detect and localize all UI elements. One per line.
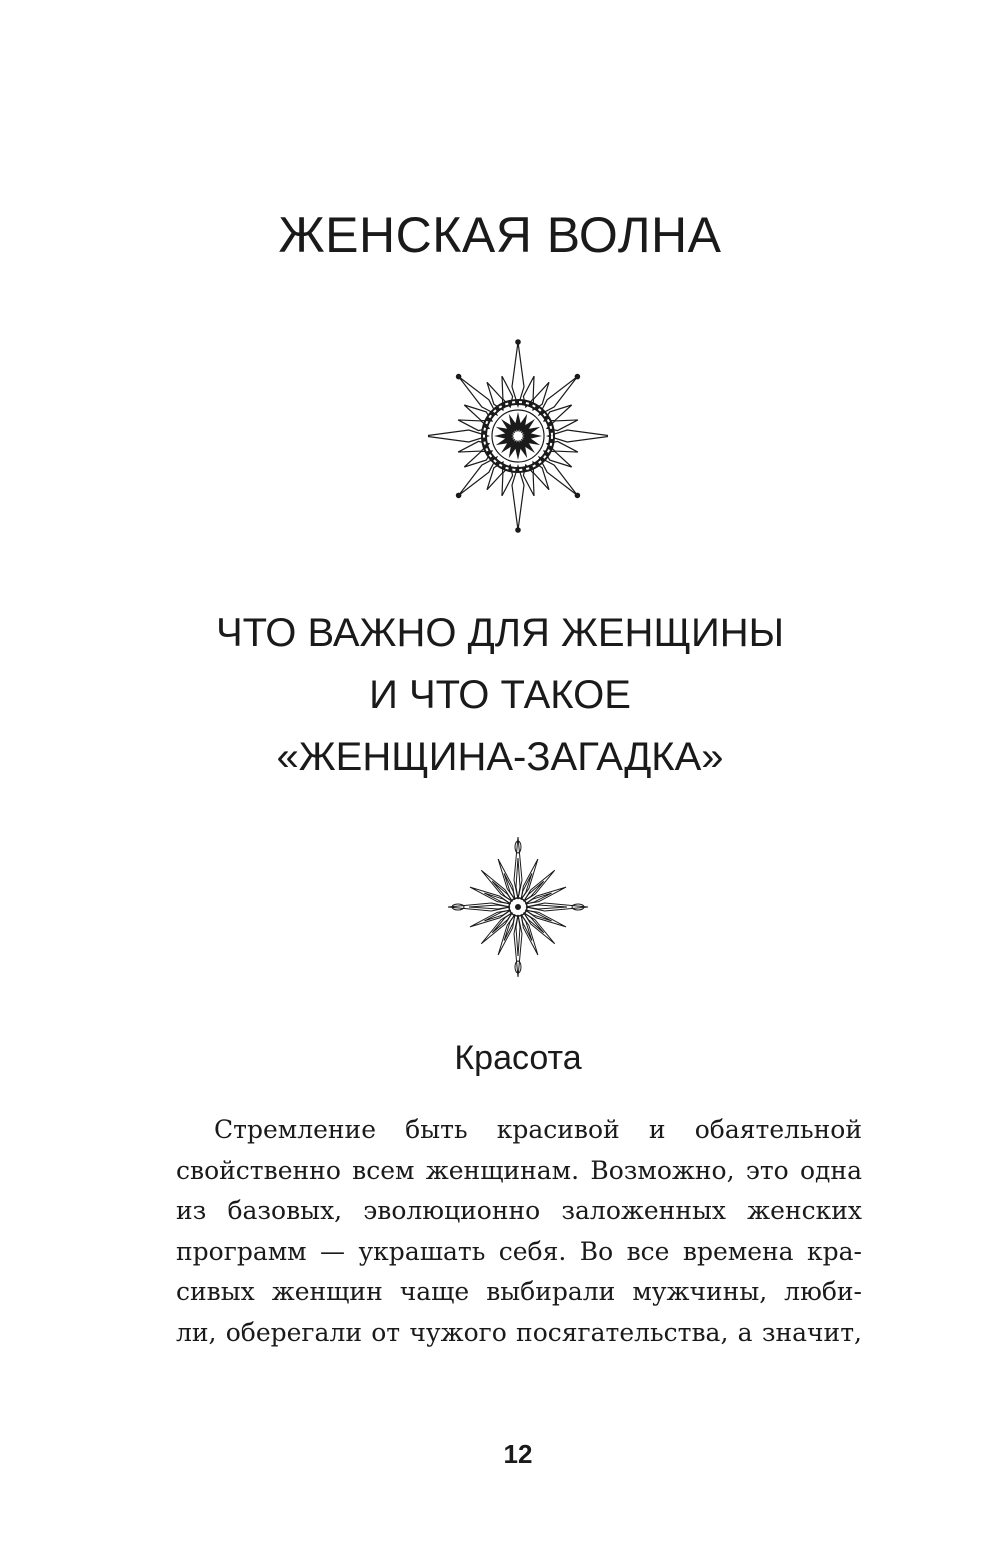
chapter-title-line: И ЧТО ТАКОЕ (369, 673, 631, 717)
star-mandala-ornament-icon (428, 338, 608, 534)
paragraph-line: ли, оберегали от чужого посягательства, а значит, (176, 1317, 862, 1347)
part-title: ЖЕНСКАЯ ВОЛНА (278, 207, 722, 263)
paragraph-line: Стремление быть красивой и обаятельной (214, 1115, 862, 1144)
section-title: Красота (454, 1039, 582, 1077)
chapter-title-line: «ЖЕНЩИНА-ЗАГАДКА» (276, 735, 724, 779)
paragraph-line: свойственно всем женщинам. Возможно, это одна (176, 1155, 862, 1185)
paragraph-line: программ — украшать себя. Во все времена кра- (176, 1236, 862, 1266)
paragraph-line: из базовых, эволюционно заложенных женских (176, 1196, 862, 1225)
body-paragraph (176, 1110, 862, 1353)
snowflake-ornament-icon (443, 832, 593, 982)
chapter-title (0, 602, 1000, 788)
page-number: 12 (503, 1439, 533, 1469)
chapter-title-line: ЧТО ВАЖНО ДЛЯ ЖЕНЩИНЫ (216, 611, 784, 655)
paragraph-line: сивых женщин чаще выбирали мужчины, люби- (176, 1277, 862, 1306)
